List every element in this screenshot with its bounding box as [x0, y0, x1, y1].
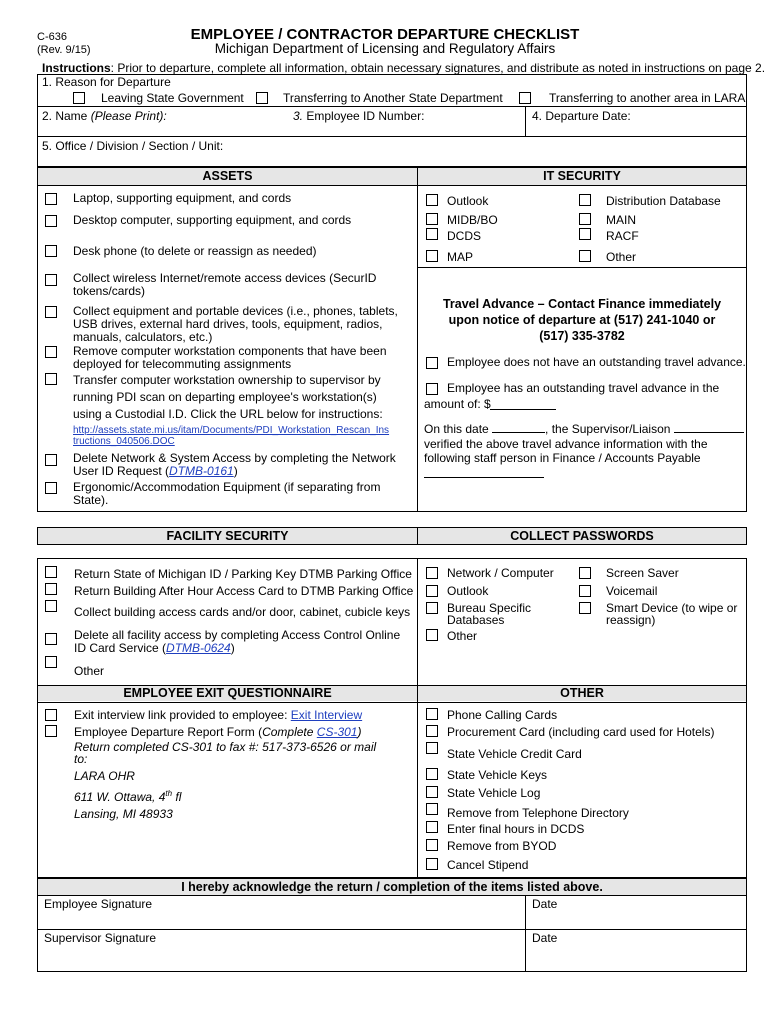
distribution-db-label: Distribution Database: [606, 194, 721, 208]
form-subtitle: Michigan Department of Licensing and Regulatory Affairs: [214, 41, 556, 56]
vehicle-keys-checkbox[interactable]: [426, 768, 438, 780]
form-title: EMPLOYEE / CONTRACTOR DEPARTURE CHECKLIST: [190, 26, 580, 43]
leaving-state-checkbox[interactable]: [73, 92, 85, 104]
screen-saver-checkbox[interactable]: [579, 567, 591, 579]
byod-checkbox[interactable]: [426, 839, 438, 851]
has-advance-checkbox[interactable]: [426, 383, 438, 395]
form-number: C-636: [37, 31, 67, 43]
calling-cards-label: Phone Calling Cards: [447, 708, 558, 722]
password-other-label: Other: [447, 629, 478, 643]
it-security-heading: IT SECURITY: [418, 168, 746, 185]
no-advance-checkbox[interactable]: [426, 357, 438, 369]
main-label: MAIN: [606, 213, 636, 227]
network-password-checkbox[interactable]: [426, 567, 438, 579]
telephone-directory-checkbox[interactable]: [426, 803, 438, 815]
wireless-checkbox[interactable]: [45, 274, 57, 286]
departure-date-label: 4. Departure Date:: [532, 109, 631, 123]
return-id-checkbox[interactable]: [45, 566, 57, 578]
screen-saver-label: Screen Saver: [606, 566, 679, 580]
advance-amount-label: amount of: $: [424, 397, 491, 411]
exit-questionnaire-heading: EMPLOYEE EXIT QUESTIONNAIRE: [38, 686, 417, 701]
cancel-stipend-checkbox[interactable]: [426, 858, 438, 870]
transfer-dept-checkbox[interactable]: [256, 92, 268, 104]
byod-label: Remove from BYOD: [447, 839, 557, 853]
facility-other-checkbox[interactable]: [45, 656, 57, 668]
departure-report-label: Employee Departure Report Form (Complete CS-301): [74, 725, 362, 739]
transfer-workstation-label: Transfer computer workstation ownership to supervisor by running PDI scan on departing employee's workstation(s) using a Custodial I.D. Click the URL below for instructions:: [73, 373, 383, 421]
return-id-label: Return State of Michigan ID / Parking Key DTMB Parking Office: [74, 567, 412, 581]
vehicle-keys-label: State Vehicle Keys: [447, 768, 548, 782]
supervisor-signature-field[interactable]: [38, 946, 524, 970]
final-hours-checkbox[interactable]: [426, 821, 438, 833]
transfer-workstation-checkbox[interactable]: [45, 373, 57, 385]
smart-device-label: Smart Device (to wipe or reassign): [606, 601, 738, 627]
revision-date: (Rev. 9/15): [37, 44, 91, 56]
smart-device-checkbox[interactable]: [579, 602, 591, 614]
map-label: MAP: [447, 250, 474, 264]
return-access-card-checkbox[interactable]: [45, 583, 57, 595]
vehicle-log-label: State Vehicle Log: [447, 786, 541, 800]
voicemail-checkbox[interactable]: [579, 585, 591, 597]
telecommute-checkbox[interactable]: [45, 346, 57, 358]
final-hours-label: Enter final hours in DCDS: [447, 822, 585, 836]
facility-security-heading: FACILITY SECURITY: [38, 528, 417, 544]
dcds-label: DCDS: [447, 229, 482, 243]
racf-checkbox[interactable]: [579, 228, 591, 240]
has-advance-label: Employee has an outstanding travel advance in the: [447, 381, 720, 395]
collect-keys-label: Collect building access cards and/or door, cabinet, cubicle keys: [74, 605, 411, 619]
no-advance-label: Employee does not have an outstanding travel advance.: [447, 355, 746, 369]
calling-cards-checkbox[interactable]: [426, 708, 438, 720]
laptop-checkbox[interactable]: [45, 193, 57, 205]
pdi-instructions-link[interactable]: http://assets.state.mi.us/itam/Documents/PDI_Workstation_Rescan_Ins tructions_040506.DOC: [73, 425, 390, 447]
instructions-label: Instructions: [42, 61, 111, 75]
employee-signature-label: Employee Signature: [44, 897, 153, 911]
portable-devices-checkbox[interactable]: [45, 306, 57, 318]
transfer-lara-checkbox[interactable]: [519, 92, 531, 104]
supervisor-date-field[interactable]: [526, 946, 746, 970]
cancel-stipend-label: Cancel Stipend: [447, 858, 529, 872]
exit-interview-link[interactable]: Exit Interview: [290, 708, 363, 722]
leaving-state-label: Leaving State Government: [101, 91, 244, 105]
racf-label: RACF: [606, 229, 639, 243]
ergonomic-label: Ergonomic/Accommodation Equipment (if separating from State).: [73, 480, 381, 507]
employee-date-label: Date: [532, 897, 558, 911]
wireless-label: Collect wireless Internet/remote access devices (SecurID tokens/cards): [73, 271, 377, 298]
portable-devices-label: Collect equipment and portable devices (i.e., phones, tablets, USB drives, external hard drives, tools, equipment, radios, manuals, calculators, etc.): [73, 304, 398, 344]
office-label: 5. Office / Division / Section / Unit:: [42, 139, 224, 153]
instructions: [42, 61, 765, 75]
employee-id-label: 3. Employee ID Number:: [293, 109, 425, 123]
procurement-card-checkbox[interactable]: [426, 725, 438, 737]
transfer-dept-label: Transferring to Another State Department: [283, 91, 503, 105]
departure-report-checkbox[interactable]: [45, 725, 57, 737]
finance-staff-line[interactable]: [424, 477, 544, 478]
vehicle-credit-card-checkbox[interactable]: [426, 742, 438, 754]
reason-label: 1. Reason for Departure: [42, 75, 171, 89]
collect-passwords-heading: COLLECT PASSWORDS: [418, 528, 746, 544]
delete-facility-access-checkbox[interactable]: [45, 633, 57, 645]
dcds-checkbox[interactable]: [426, 228, 438, 240]
delete-facility-access-label: Delete all facility access by completing Access Control Online ID Card Service (DTMB-0624): [74, 628, 401, 655]
vehicle-log-checkbox[interactable]: [426, 786, 438, 798]
supervisor-date-label: Date: [532, 931, 558, 945]
midb-checkbox[interactable]: [426, 213, 438, 225]
dtmb-0624-link[interactable]: DTMB-0624: [166, 641, 231, 655]
return-instructions: Return completed CS-301 to fax #: 517-373-6526 or mail to:: [74, 740, 377, 766]
other-it-checkbox[interactable]: [579, 250, 591, 262]
distribution-db-checkbox[interactable]: [579, 194, 591, 206]
exit-interview-checkbox[interactable]: [45, 709, 57, 721]
employee-signature-field[interactable]: [38, 910, 524, 928]
bureau-db-label: Bureau Specific Databases: [447, 601, 532, 627]
return-access-card-label: Return Building After Hour Access Card to DTMB Parking Office: [74, 584, 414, 598]
vehicle-credit-card-label: State Vehicle Credit Card: [447, 747, 582, 761]
telecommute-label: Remove computer workstation components that have been deployed for telecommuting assignments: [73, 344, 387, 371]
desk-phone-checkbox[interactable]: [45, 245, 57, 257]
cs-301-link[interactable]: CS-301: [316, 725, 358, 739]
collect-keys-checkbox[interactable]: [45, 600, 57, 612]
ergonomic-checkbox[interactable]: [45, 482, 57, 494]
facility-other-label: Other: [74, 664, 105, 678]
name-field-label: 2. Name (Please Print):: [42, 109, 167, 123]
outlook-it-checkbox[interactable]: [426, 194, 438, 206]
bureau-db-checkbox[interactable]: [426, 602, 438, 614]
laptop-label: Laptop, supporting equipment, and cords: [73, 191, 292, 205]
exit-interview-label: Exit interview link provided to employee: Exit Interview: [74, 708, 363, 722]
employee-date-field[interactable]: [526, 910, 746, 928]
map-checkbox[interactable]: [426, 250, 438, 262]
other-heading: OTHER: [418, 686, 746, 701]
midb-label: MIDB/BO: [447, 213, 498, 227]
outlook-it-label: Outlook: [447, 194, 489, 208]
assets-heading: ASSETS: [38, 168, 417, 185]
desk-phone-label: Desk phone (to delete or reassign as needed): [73, 244, 317, 258]
telephone-directory-label: Remove from Telephone Directory: [447, 806, 629, 820]
delete-network-label: Delete Network & System Access by completing the Network User ID Request (DTMB-0161): [73, 451, 396, 478]
transfer-lara-label: Transferring to another area in LARA: [549, 91, 746, 105]
desktop-label: Desktop computer, supporting equipment, and cords: [73, 213, 352, 227]
other-it-label: Other: [606, 250, 637, 264]
instructions-text: : Prior to departure, complete all information, obtain necessary signatures, and distribute as noted in instructions on page 2.: [110, 61, 766, 75]
advance-amount-line[interactable]: [490, 409, 556, 410]
supervisor-signature-label: Supervisor Signature: [44, 931, 157, 945]
travel-verification-text: On this date , the Supervisor/Liaison verified the above travel advance information with the following staff person in Finance / Accounts Payable: [424, 422, 746, 466]
main-checkbox[interactable]: [579, 213, 591, 225]
acknowledgement-heading: I hereby acknowledge the return / completion of the items listed above.: [38, 879, 746, 895]
password-other-checkbox[interactable]: [426, 629, 438, 641]
voicemail-label: Voicemail: [606, 584, 658, 598]
dtmb-0161-link[interactable]: DTMB-0161: [169, 464, 234, 478]
travel-advance-notice: Travel Advance – Contact Finance immediately upon notice of departure at (517) 241-1040 or (517) 335-3782: [442, 297, 722, 343]
outlook-password-checkbox[interactable]: [426, 585, 438, 597]
procurement-card-label: Procurement Card (including card used for Hotels): [447, 725, 715, 739]
desktop-checkbox[interactable]: [45, 215, 57, 227]
outlook-password-label: Outlook: [447, 584, 489, 598]
mailing-address: LARA OHR 611 W. Ottawa, 4th fl Lansing, MI 48933: [74, 769, 182, 821]
delete-network-checkbox[interactable]: [45, 454, 57, 466]
network-password-label: Network / Computer: [447, 566, 554, 580]
